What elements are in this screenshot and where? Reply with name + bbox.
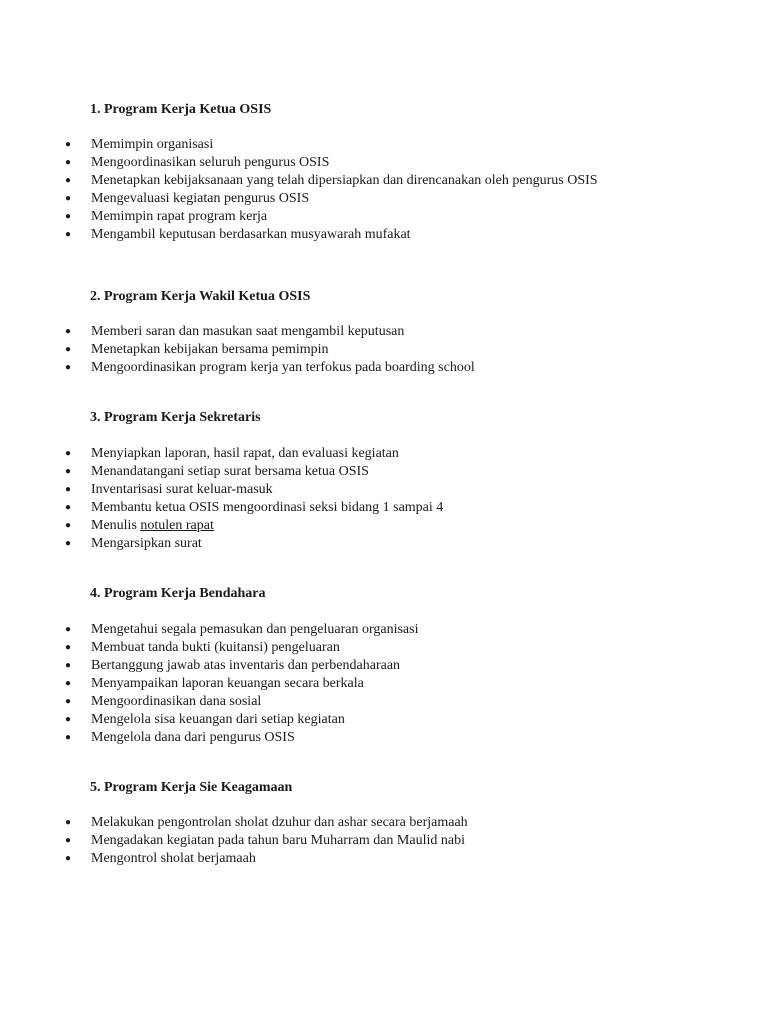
- list-item-text: Menetapkan kebijaksanaan yang telah dipersiapkan dan direncanakan oleh pengurus OSIS: [91, 173, 598, 188]
- list-item: [0, 341, 475, 359]
- bullet-icon: ●: [65, 344, 72, 355]
- list-bendahara: [0, 621, 418, 747]
- list-item: [0, 657, 418, 675]
- list-item: [0, 535, 443, 553]
- list-item: [0, 190, 598, 208]
- list-item-text: Menandatangani setiap surat bersama ketua OSIS: [91, 464, 369, 479]
- list-item: [0, 499, 443, 517]
- list-item: [0, 711, 418, 729]
- list-item-text: Menetapkan kebijakan bersama pemimpin: [91, 342, 329, 357]
- list-item: [0, 621, 418, 639]
- list-item-text: Mengontrol sholat berjamaah: [91, 851, 256, 866]
- list-item-text: Bertanggung jawab atas inventaris dan perbendaharaan: [91, 658, 401, 673]
- bullet-icon: ●: [65, 326, 72, 337]
- bullet-icon: ●: [65, 211, 72, 222]
- bullet-icon: ●: [65, 157, 72, 168]
- list-item: [0, 463, 443, 481]
- list-item: [0, 517, 443, 535]
- list-item-text: Menyiapkan laporan, hasil rapat, dan evaluasi kegiatan: [91, 446, 399, 461]
- bullet-icon: ●: [65, 466, 72, 477]
- list-item: [0, 729, 418, 747]
- list-item: [0, 814, 468, 832]
- list-item-text: Membuat tanda bukti (kuitansi) pengeluaran: [91, 640, 340, 655]
- list-item-text: Mengambil keputusan berdasarkan musyawarah mufakat: [91, 227, 411, 242]
- section-heading-sekretaris: 3. Program Kerja Sekretaris: [90, 410, 261, 425]
- bullet-icon: ●: [65, 538, 72, 549]
- list-ketua: [0, 136, 598, 244]
- list-item-text: Mengetahui segala pemasukan dan pengeluaran organisasi: [91, 622, 419, 637]
- list-item: [0, 208, 598, 226]
- section-heading-bendahara: 4. Program Kerja Bendahara: [90, 586, 266, 601]
- list-item-text: Mengadakan kegiatan pada tahun baru Muharram dan Maulid nabi: [91, 833, 465, 848]
- bullet-icon: ●: [65, 678, 72, 689]
- list-item: [0, 832, 468, 850]
- list-item-text: Memimpin rapat program kerja: [91, 209, 268, 224]
- bullet-icon: ●: [65, 835, 72, 846]
- list-item-text: Membantu ketua OSIS mengoordinasi seksi bidang 1 sampai 4: [91, 500, 444, 515]
- list-item-text: Inventarisasi surat keluar-masuk: [91, 482, 273, 497]
- bullet-icon: ●: [65, 175, 72, 186]
- bullet-icon: ●: [65, 660, 72, 671]
- bullet-icon: ●: [65, 714, 72, 725]
- list-item: [0, 675, 418, 693]
- list-sekretaris: [0, 445, 443, 553]
- bullet-icon: ●: [65, 484, 72, 495]
- bullet-icon: ●: [65, 229, 72, 240]
- bullet-icon: ●: [65, 448, 72, 459]
- section-heading-wakil-ketua: 2. Program Kerja Wakil Ketua OSIS: [90, 289, 311, 304]
- section-heading-ketua: 1. Program Kerja Ketua OSIS: [90, 102, 272, 117]
- list-item-text: Mengelola dana dari pengurus OSIS: [91, 730, 295, 745]
- list-item: [0, 226, 598, 244]
- list-item-text: Melakukan pengontrolan sholat dzuhur dan ashar secara berjamaah: [91, 815, 468, 830]
- bullet-icon: ●: [65, 696, 72, 707]
- section-heading-sie-keagamaan: 5. Program Kerja Sie Keagamaan: [90, 780, 293, 795]
- notulen-rapat-link[interactable]: notulen rapat: [140, 518, 214, 533]
- list-item-text: Menyampaikan laporan keuangan secara berkala: [91, 676, 364, 691]
- list-item-text: Mengarsipkan surat: [91, 536, 202, 551]
- bullet-icon: ●: [65, 817, 72, 828]
- list-item-text: Memimpin organisasi: [91, 137, 214, 152]
- list-item-text: Mengoordinasikan seluruh pengurus OSIS: [91, 155, 330, 170]
- list-item: [0, 136, 598, 154]
- list-item: [0, 359, 475, 377]
- list-item: [0, 693, 418, 711]
- list-item: [0, 639, 418, 657]
- list-sie-keagamaan: [0, 814, 468, 868]
- bullet-icon: ●: [65, 853, 72, 864]
- list-item-text: Mengevaluasi kegiatan pengurus OSIS: [91, 191, 310, 206]
- list-item: [0, 481, 443, 499]
- bullet-icon: ●: [65, 624, 72, 635]
- list-item: [0, 850, 468, 868]
- bullet-icon: ●: [65, 362, 72, 373]
- list-item-text: Mengoordinasikan dana sosial: [91, 694, 262, 709]
- bullet-icon: ●: [65, 732, 72, 743]
- list-item: [0, 154, 598, 172]
- bullet-icon: ●: [65, 193, 72, 204]
- bullet-icon: ●: [65, 520, 72, 531]
- list-item: [0, 323, 475, 341]
- list-item-text: Mengoordinasikan program kerja yan terfokus pada boarding school: [91, 360, 475, 375]
- bullet-icon: ●: [65, 502, 72, 513]
- list-wakil-ketua: [0, 323, 475, 377]
- list-item: [0, 172, 598, 190]
- list-item-text: Mengelola sisa keuangan dari setiap kegiatan: [91, 712, 345, 727]
- list-item-text: Menulis: [91, 518, 141, 533]
- list-item: [0, 445, 443, 463]
- list-item-text: Memberi saran dan masukan saat mengambil keputusan: [91, 324, 405, 339]
- bullet-icon: ●: [65, 642, 72, 653]
- bullet-icon: ●: [65, 139, 72, 150]
